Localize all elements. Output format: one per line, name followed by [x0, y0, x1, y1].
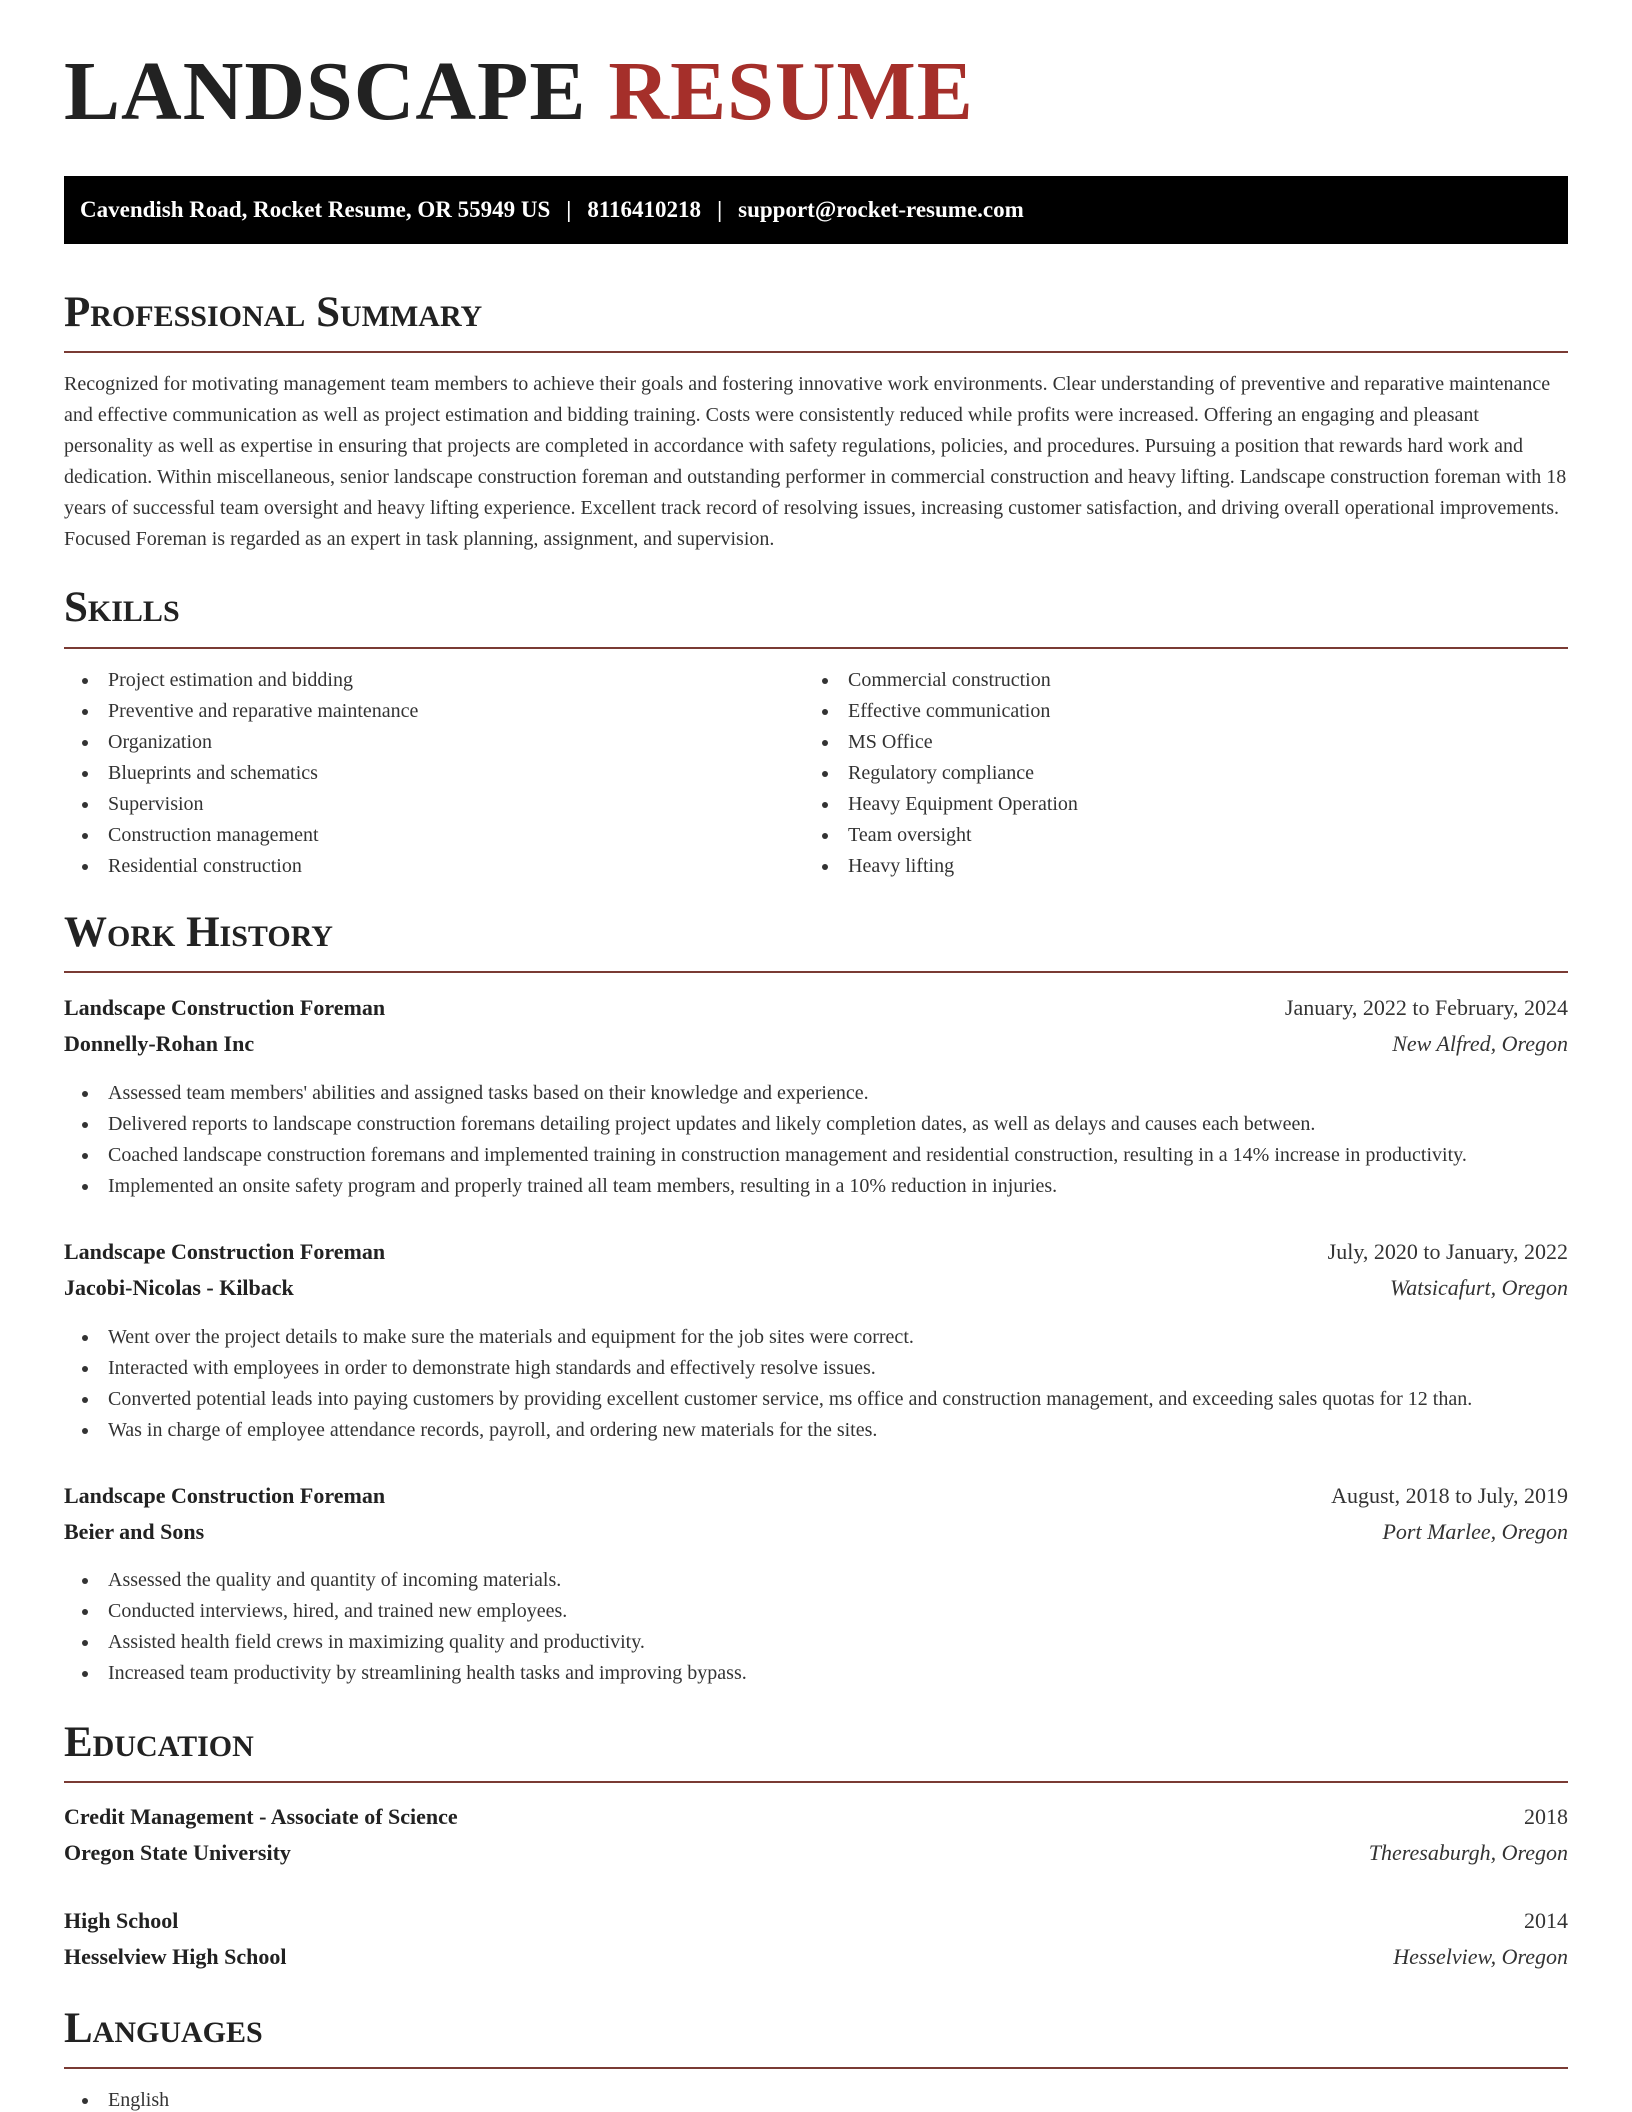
job-dates: July, 2020 to January, 2022 — [1327, 1239, 1568, 1264]
skill-item: MS Office — [804, 727, 1078, 758]
job-dates: January, 2022 to February, 2024 — [1284, 995, 1568, 1020]
job-company-row — [64, 1514, 1568, 1550]
job-title: Landscape Construction Foreman — [64, 995, 386, 1020]
skill-item: Supervision — [64, 789, 418, 820]
job-bullet: Was in charge of employee attendance records, payroll, and ordering new materials for the sites. — [64, 1415, 1472, 1446]
skill-item: Heavy Equipment Operation — [804, 789, 1078, 820]
education-degree: Credit Management - Associate of Science — [64, 1804, 458, 1829]
job-company: Donnelly-Rohan Inc — [64, 1031, 255, 1056]
job-header-row — [64, 1478, 1568, 1514]
education-school-row — [64, 1939, 1568, 1975]
job-header-row — [64, 1234, 1568, 1270]
skill-item: Regulatory compliance — [804, 758, 1078, 789]
section-divider — [64, 647, 1568, 649]
skill-item: Residential construction — [64, 851, 418, 882]
job-bullet-list — [64, 1078, 1467, 1202]
resume-title — [64, 45, 974, 138]
education-heading: Education — [64, 1719, 254, 1766]
job-bullet-list — [64, 1565, 747, 1689]
summary-heading: Professional Summary — [64, 289, 483, 336]
job-location: Watsicafurt, Oregon — [1389, 1275, 1568, 1300]
job-dates: August, 2018 to July, 2019 — [1331, 1483, 1568, 1508]
education-location: Hesselview, Oregon — [1393, 1944, 1568, 1969]
job-title: Landscape Construction Foreman — [64, 1483, 386, 1508]
skill-item: Commercial construction — [804, 665, 1078, 696]
contact-address: Cavendish Road, Rocket Resume, OR 55949 US — [80, 197, 551, 222]
job-bullet: Interacted with employees in order to demonstrate high standards and effectively resolve issues. — [64, 1353, 1472, 1384]
education-header-row — [64, 1903, 1568, 1939]
education-school-row — [64, 1835, 1568, 1871]
job-bullet: Increased team productivity by streamlining health tasks and improving bypass. — [64, 1658, 747, 1689]
job-bullet: Assisted health field crews in maximizing quality and productivity. — [64, 1627, 747, 1658]
job-bullet: Conducted interviews, hired, and trained new employees. — [64, 1596, 747, 1627]
languages-list — [64, 2085, 169, 2112]
education-header-row — [64, 1799, 1568, 1835]
contact-separator: | — [717, 197, 723, 222]
job-bullet: Coached landscape construction foremans and implemented training in construction management and residential construction, resulting in a 14% increase in productivity. — [64, 1140, 1467, 1171]
skills-list-left — [64, 665, 418, 882]
language-item: English — [64, 2085, 169, 2112]
skill-item: Preventive and reparative maintenance — [64, 696, 418, 727]
education-degree: High School — [64, 1908, 179, 1933]
job-bullet: Converted potential leads into paying customers by providing excellent customer service, ms office and construction management, and exceeding sales quotas for 12 than. — [64, 1384, 1472, 1415]
contact-email: support@rocket-resume.com — [738, 197, 1024, 222]
job-company-row — [64, 1270, 1568, 1306]
skill-item: Construction management — [64, 820, 418, 851]
languages-heading: Languages — [64, 2005, 263, 2052]
job-title: Landscape Construction Foreman — [64, 1239, 386, 1264]
job-bullet-list — [64, 1322, 1472, 1446]
job-bullet: Delivered reports to landscape construction foremans detailing project updates and likely completion dates, as well as delays and causes each between. — [64, 1109, 1467, 1140]
title-accent: RESUME — [608, 45, 974, 138]
skills-heading: Skills — [64, 584, 180, 631]
section-divider — [64, 2067, 1568, 2069]
skill-item: Team oversight — [804, 820, 1078, 851]
job-location: New Alfred, Oregon — [1392, 1031, 1568, 1056]
skill-item: Organization — [64, 727, 418, 758]
section-divider — [64, 1781, 1568, 1783]
section-divider — [64, 971, 1568, 973]
job-company-row — [64, 1026, 1568, 1062]
education-location: Theresaburgh, Oregon — [1368, 1840, 1568, 1865]
work-history-heading: Work History — [64, 909, 333, 956]
skill-item: Project estimation and bidding — [64, 665, 418, 696]
job-bullet: Implemented an onsite safety program and properly trained all team members, resulting in a 10% reduction in injuries. — [64, 1171, 1467, 1202]
skill-item: Heavy lifting — [804, 851, 1078, 882]
contact-bar — [64, 176, 1568, 244]
education-school: Oregon State University — [64, 1840, 291, 1865]
job-bullet: Assessed team members' abilities and assigned tasks based on their knowledge and experience. — [64, 1078, 1467, 1109]
contact-phone: 8116410218 — [587, 197, 702, 222]
job-header-row — [64, 990, 1568, 1026]
job-bullet: Assessed the quality and quantity of incoming materials. — [64, 1565, 747, 1596]
job-company: Beier and Sons — [64, 1519, 205, 1544]
education-year: 2014 — [1524, 1908, 1568, 1933]
skill-item: Blueprints and schematics — [64, 758, 418, 789]
contact-separator: | — [566, 197, 572, 222]
job-location: Port Marlee, Oregon — [1382, 1519, 1568, 1544]
job-company: Jacobi-Nicolas - Kilback — [64, 1275, 294, 1300]
section-divider — [64, 351, 1568, 353]
summary-text: Recognized for motivating management team members to achieve their goals and fostering innovative work environments. Clear understanding of preventive and reparative maintenance and effective communication as well as project estimation and bidding training. Costs were consistently reduced while profits were increased. Offering an engaging and pleasant personality as well as expertise in ensuring that projects are completed in accordance with safety regulations, policies, and procedures. Pursuing a position that rewards hard work and dedication. Within miscellaneous, senior landscape construction foreman and outstanding performer in commercial construction and heavy lifting. Landscape construction foreman with 18 years of successful team oversight and heavy lifting experience. Excellent track record of resolving issues, increasing customer satisfaction, and driving overall operational improvements. Focused Foreman is regarded as an expert in task planning, assignment, and supervision. — [64, 373, 1567, 550]
job-bullet: Went over the project details to make sure the materials and equipment for the job sites were correct. — [64, 1322, 1472, 1353]
education-school: Hesselview High School — [64, 1944, 287, 1969]
skills-list-right — [804, 665, 1078, 882]
skill-item: Effective communication — [804, 696, 1078, 727]
title-main: LANDSCAPE — [64, 45, 587, 138]
education-year: 2018 — [1524, 1804, 1568, 1829]
